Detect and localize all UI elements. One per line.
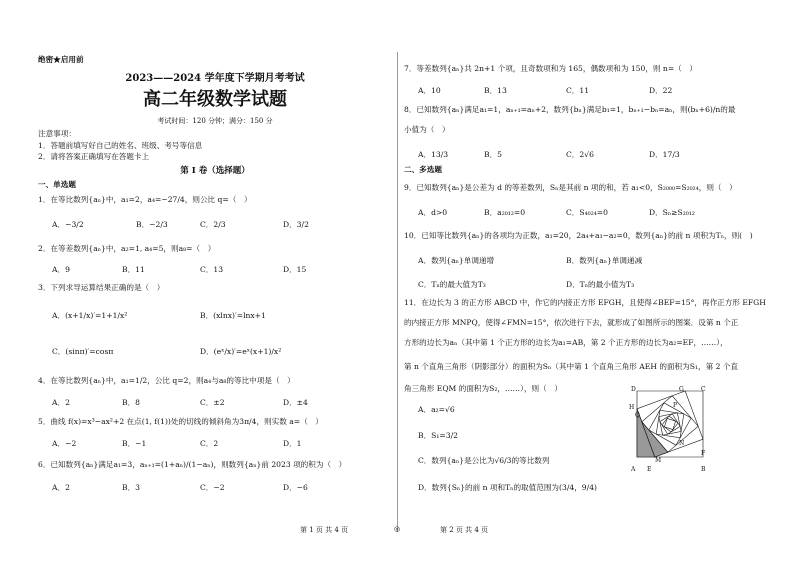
q1-option-a: A．−3/2 bbox=[52, 220, 84, 229]
exam-info: 考试时间：120 分钟；满分：150 分 bbox=[157, 117, 273, 125]
figure-label-A: A bbox=[631, 466, 636, 473]
q2-option-a: A．9 bbox=[52, 265, 70, 274]
q4-option-a: A．2 bbox=[52, 398, 70, 407]
q3-option-d: D．(eˣ/x)′=eˣ(x+1)/x² bbox=[200, 347, 282, 356]
q3-option-b: B．(xlnx)′=lnx+1 bbox=[200, 311, 266, 320]
q8-option-b: B．5 bbox=[484, 150, 503, 159]
year-title: 2023——2024 学年度下学期月考考试 bbox=[125, 73, 305, 84]
q2-option-c: C．13 bbox=[200, 265, 224, 274]
q11-line-4: 第 n 个直角三角形（阴影部分）的面积为Sₙ（其中第 1 个直角三角形 AEH 的面积为S₁，第 2 个直 bbox=[404, 362, 739, 371]
section-multi-choice: 二、多选题 bbox=[404, 165, 442, 174]
footer-page-right: 第 2 页 共 4 页 bbox=[440, 526, 489, 534]
secret-label: 绝密★启用前 bbox=[38, 55, 84, 64]
figure-label-P: P bbox=[673, 402, 678, 409]
q6-option-d: D．−6 bbox=[283, 483, 308, 492]
q5-option-c: C．2 bbox=[200, 439, 219, 448]
q9-option-b: B．a₂₀₁₂=0 bbox=[484, 208, 526, 217]
q1-option-c: C．2/3 bbox=[200, 220, 226, 229]
q9-option-c: C．S₄₀₂₄=0 bbox=[566, 208, 608, 217]
q11-option-c: C．数列{aₙ}是公比为√6/3的等比数列 bbox=[418, 456, 550, 465]
footer-page-left: 第 1 页 共 4 页 bbox=[300, 526, 349, 534]
q5-stem: 5．曲线 f(x)=x³−ax²+2 在点(1, f(1))处的切线的倾斜角为3π/4，则实数 a=（ ） bbox=[38, 417, 323, 426]
q11-line-3: 方形的边长为aₙ（其中第 1 个正方形的边长为a₁=AB，第 2 个正方形的边长为a₂=EF，……）， bbox=[404, 338, 728, 347]
q11-line-1: 11．在边长为 3 的正方形 ABCD 中，作它的内接正方形 EFGH，且使得∠BEF=15°，再作正方形 EFGH bbox=[404, 298, 766, 307]
q10-option-c: C．Tₙ的最大值为T₃ bbox=[418, 280, 486, 289]
q6-option-a: A．2 bbox=[52, 483, 70, 492]
q9-option-d: D．Sₙ≥S₂₀₁₂ bbox=[649, 208, 695, 217]
q8-stem-cont: 小值为（ ） bbox=[404, 125, 450, 134]
q2-option-d: D．15 bbox=[283, 265, 307, 274]
q4-option-b: B．8 bbox=[122, 398, 141, 407]
q1-option-d: D．3/2 bbox=[283, 220, 309, 229]
q6-stem: 6．已知数列{aₙ}满足a₁=3，aₙ₊₁=(1+aₙ)/(1−aₙ)，则数列{aₙ}前 2023 项的积为（ ） bbox=[38, 460, 347, 469]
q7-option-b: B．13 bbox=[484, 86, 507, 95]
q3-option-a: A．(x+1/x)′=1+1/x² bbox=[52, 311, 128, 320]
figure-label-N: N bbox=[679, 440, 685, 447]
figure-label-M: M bbox=[655, 457, 662, 464]
column-divider bbox=[397, 52, 398, 532]
q4-option-c: C．±2 bbox=[200, 398, 225, 407]
figure-label-H: H bbox=[629, 404, 635, 411]
q10-option-d: D．Tₙ的最小值为T₃ bbox=[566, 280, 635, 289]
q4-stem: 4．在等比数列{aₙ}中，a₁=1/2，公比 q=2，则a₄与a₈的等比中项是（ ） bbox=[38, 376, 295, 385]
q11-line-2: 的内接正方形 MNPQ，使得∠FMN=15°，依次进行下去，就形成了如图所示的图案．设第 n 个正 bbox=[404, 318, 739, 327]
section-single-choice: 一、单选题 bbox=[38, 180, 76, 189]
q7-option-c: C．11 bbox=[566, 86, 590, 95]
q6-option-c: C．−2 bbox=[200, 483, 225, 492]
q11-option-d: D．数列{Sₙ}的前 n 项和Tₙ的取值范围为(3/4，9/4) bbox=[418, 483, 597, 492]
figure-label-C: C bbox=[701, 386, 706, 393]
nested-squares-figure bbox=[629, 385, 709, 473]
q5-option-d: D．1 bbox=[283, 439, 302, 448]
q2-option-b: B．11 bbox=[122, 265, 145, 274]
q4-option-d: D．±4 bbox=[283, 398, 308, 407]
q8-option-d: D．17/3 bbox=[649, 150, 680, 159]
q7-option-d: D．22 bbox=[649, 86, 673, 95]
figure-label-Q: Q bbox=[635, 412, 640, 419]
figure-label-E: E bbox=[647, 466, 652, 473]
note-item-1: 1．答题前填写好自己的姓名、班级、考号等信息 bbox=[38, 141, 203, 150]
square-8 bbox=[662, 416, 678, 432]
figure-label-G: G bbox=[679, 386, 684, 393]
footer-mark: ◎ bbox=[394, 525, 401, 533]
part1-title: 第 I 卷（选择题） bbox=[180, 166, 250, 176]
q10-stem: 10．已知等比数列{aₙ}的各项均为正数，a₁=20，2a₄+a₃−a₂=0，数列{aₙ}的前 n 项积为Tₙ，则( ) bbox=[404, 231, 753, 240]
q3-option-c: C．(sinπ)′=cosπ bbox=[52, 347, 114, 356]
q3-stem: 3．下列求导运算结果正确的是（ ） bbox=[38, 283, 165, 292]
q11-option-b: B．S₁=3/2 bbox=[418, 431, 459, 440]
q11-line-5: 角三角形 EQM 的面积为S₂，……），则（ ） bbox=[404, 384, 562, 393]
q8-option-a: A．13/3 bbox=[418, 150, 449, 159]
q10-option-a: A．数列{aₙ}单调递增 bbox=[418, 256, 495, 265]
q9-option-a: A．d>0 bbox=[418, 208, 448, 217]
figure-label-F: F bbox=[701, 450, 706, 457]
q5-option-a: A．−2 bbox=[52, 439, 77, 448]
main-title: 高二年级数学试题 bbox=[143, 89, 287, 110]
q7-stem: 7．等差数列{aₙ}共 2n+1 个项，且奇数项和为 165，偶数项和为 150，则 n=（ ） bbox=[404, 64, 697, 73]
q5-option-b: B．−1 bbox=[122, 439, 147, 448]
q10-option-b: B．数列{aₙ}单调递减 bbox=[566, 256, 643, 265]
q1-option-b: B．−2/3 bbox=[136, 220, 168, 229]
q2-stem: 2．在等差数列{aₙ}中，a₂=1, a₄=5，则a₈=（ ） bbox=[38, 244, 216, 253]
q9-stem: 9．已知数列{aₙ}是公差为 d 的等差数列，Sₙ是其前 n 项的和，若 a₁<0，S₂₀₀₀=S₂₀₂₄，则（ ） bbox=[404, 183, 737, 192]
q7-option-a: A．10 bbox=[418, 86, 441, 95]
figure-label-B: B bbox=[701, 466, 706, 473]
q6-option-b: B．3 bbox=[122, 483, 141, 492]
note-item-2: 2．请将答案正确填写在答题卡上 bbox=[38, 152, 150, 161]
figure-label-D: D bbox=[631, 386, 636, 393]
q11-option-a: A．a₂=√6 bbox=[418, 405, 455, 414]
square-6 bbox=[659, 413, 681, 435]
notes-title: 注意事项： bbox=[38, 129, 76, 138]
q8-stem: 8．已知数列{aₙ}满足a₁=1，aₙ₊₁=aₙ+2，数列{bₙ}满足b₁=1，bₙ₊₁−bₙ=aₙ，则(bₙ+6)/n的最 bbox=[404, 105, 736, 114]
q8-option-c: C．2√6 bbox=[566, 150, 594, 159]
q1-stem: 1．在等比数列{aₙ}中，a₁=2，a₄=−27/4，则公比 q=（ ） bbox=[38, 195, 252, 204]
